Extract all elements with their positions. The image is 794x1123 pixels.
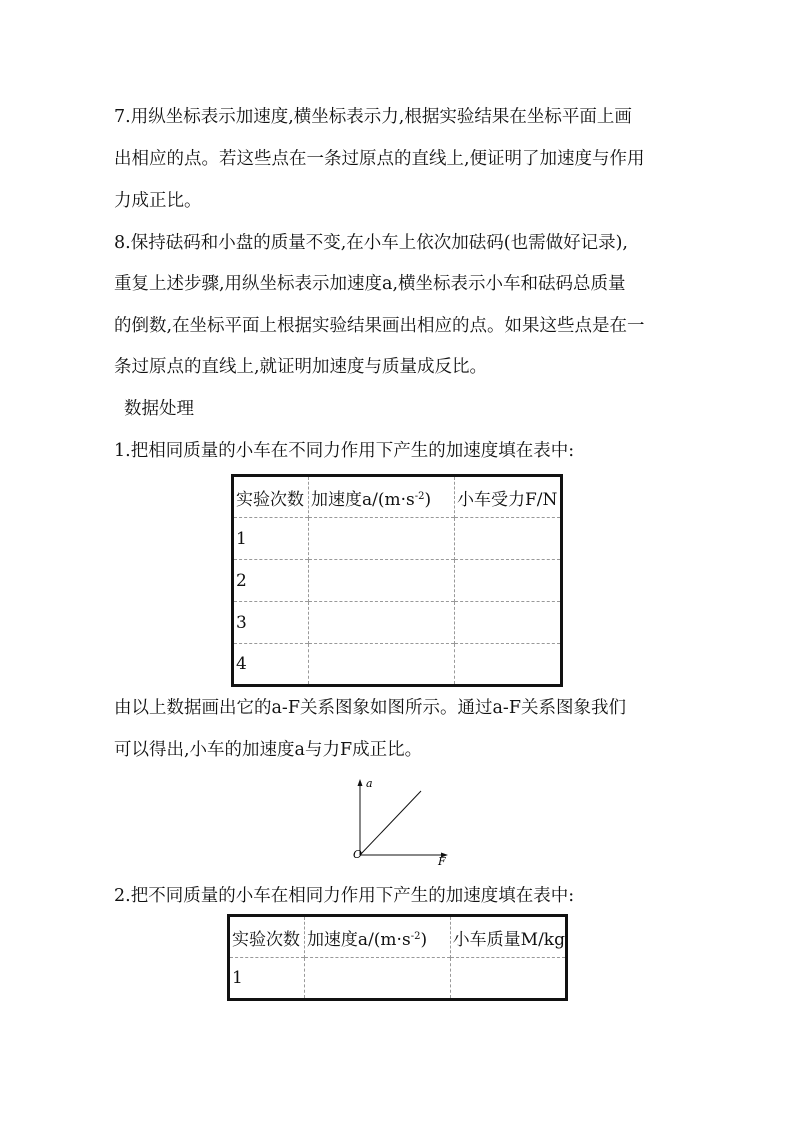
header-trial: 实验次数 <box>236 489 304 510</box>
force-cell[interactable] <box>455 518 562 560</box>
acceleration-cell[interactable] <box>309 602 455 644</box>
section-title: 数据处理 <box>124 399 194 419</box>
table-row <box>233 518 562 560</box>
table-2 <box>227 914 568 1001</box>
paragraph-line-7: 条过原点的直线上,就证明加速度与质量成反比。 <box>114 357 488 377</box>
table-row <box>233 602 562 644</box>
header-acceleration: 加速度$a/(m\cdot s^{-2})$ <box>309 476 455 518</box>
trial-cell: 3 <box>233 602 309 644</box>
paragraph-line-2: 出相应的点。若这些点在一条过原点的直线上,便证明了加速度与作用 <box>114 149 645 169</box>
trial-cell: 2 <box>233 560 309 602</box>
header-acceleration: 加速度$a/(m\cdot s^{-2})$ <box>304 916 450 958</box>
trial-cell: 1 <box>233 518 309 560</box>
a-f-graph <box>340 775 450 867</box>
conclusion-line-1: 由以上数据画出它的a-F关系图象如图所示。通过a-F关系图象我们 <box>114 698 626 718</box>
y-axis-arrow <box>358 779 363 786</box>
trial-cell: 4 <box>233 644 309 686</box>
table-header-row <box>229 916 567 958</box>
origin-label: O <box>353 848 363 861</box>
table-row <box>229 958 567 1000</box>
mass-cell[interactable] <box>450 958 566 1000</box>
acceleration-cell[interactable] <box>309 518 455 560</box>
step-1-text: 1.把相同质量的小车在不同力作用下产生的加速度填在表中: <box>114 441 575 461</box>
acceleration-cell[interactable] <box>309 644 455 686</box>
paragraph-line-6: 的倒数,在坐标平面上根据实验结果画出相应的点。如果这些点是在一 <box>114 316 645 336</box>
paragraph-line-5: 重复上述步骤,用纵坐标表示加速度a,横坐标表示小车和砝码总质量 <box>114 274 626 294</box>
table-header-row <box>233 476 562 518</box>
conclusion-line-2: 可以得出,小车的加速度a与力F成正比。 <box>114 740 423 760</box>
header-force: 小车受力F/N <box>455 476 562 518</box>
trial-cell: 1 <box>229 958 305 1000</box>
proportional-line <box>360 791 421 855</box>
step-2-text: 2.把不同质量的小车在相同力作用下产生的加速度填在表中: <box>114 886 575 906</box>
force-cell[interactable] <box>455 602 562 644</box>
header-mass: 小车质量M/kg <box>450 916 566 958</box>
force-cell[interactable] <box>455 644 562 686</box>
paragraph-line-3: 力成正比。 <box>114 191 202 211</box>
header-trial: 实验次数 <box>232 929 300 950</box>
acceleration-cell[interactable] <box>309 560 455 602</box>
table-row <box>233 644 562 686</box>
table-1 <box>231 474 563 687</box>
paragraph-line-4: 8.保持砝码和小盘的质量不变,在小车上依次加砝码(也需做好记录), <box>114 233 628 253</box>
table-row <box>233 560 562 602</box>
x-axis-label: F <box>438 855 446 867</box>
force-cell[interactable] <box>455 560 562 602</box>
y-axis-label: a <box>366 777 373 790</box>
paragraph-line-1: 7.用纵坐标表示加速度,横坐标表示力,根据实验结果在坐标平面上画 <box>114 107 632 127</box>
acceleration-cell[interactable] <box>304 958 450 1000</box>
